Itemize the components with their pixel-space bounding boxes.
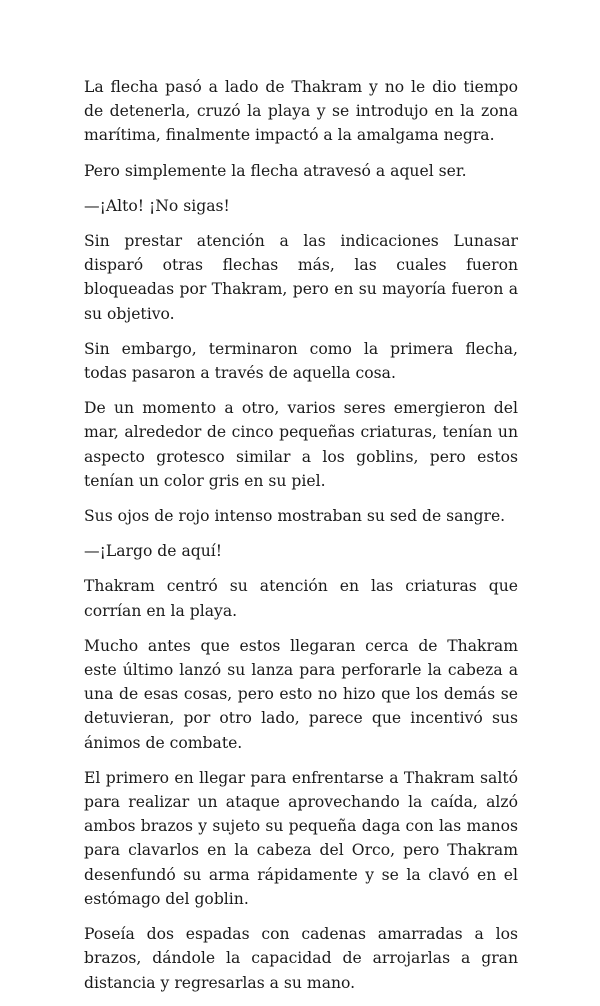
paragraph-6: De un momento a otro, varios seres emergieron del mar, alrededor de cinco pequeñas criaturas, tenían un aspecto grotesco similar a los goblins, pero estos tenían un color gris en su piel. (84, 399, 518, 490)
paragraph-5: Sin embargo, terminaron como la primera flecha, todas pasaron a través de aquella cosa. (84, 339, 518, 383)
paragraph-12: Poseía dos espadas con cadenas amarradas a los brazos, dándole la capacidad de arrojarlas a gran distancia y regresarlas a su mano. (84, 925, 518, 992)
paragraph-9: Thakram centró su atención en las criaturas que corrían en la playa. (84, 577, 518, 620)
paragraph-4: Sin prestar atención a las indicaciones Lunasar disparó otras flechas más, las cuales fueron bloqueadas por Thakram, pero en su mayoría fueron a su objetivo. (84, 232, 518, 323)
paragraph-11: El primero en llegar para enfrentarse a Thakram saltó para realizar un ataque aprovechando la caída, alzó ambos brazos y sujeto su pequeña daga con las manos para clavarlos en la cabeza del Orco, pero Thakram desenfundó su arma rápidamente y se la clavó en el estómago del goblin. (84, 768, 518, 908)
paragraph-3: —¡Alto! ¡No sigas! (84, 196, 230, 215)
paragraph-2: Pero simplemente la flecha atravesó a aquel ser. (84, 161, 467, 180)
paragraph-8: —¡Largo de aquí! (84, 542, 223, 561)
paragraph-1: La flecha pasó a lado de Thakram y no le dio tiempo de detenerla, cruzó la playa y se introdujo en la zona marítima, finalmente impactó a la amalgama negra. (84, 78, 518, 145)
page-text (84, 75, 518, 1006)
paragraph-7: Sus ojos de rojo intenso mostraban su sed de sangre. (84, 507, 506, 526)
paragraph-10: Mucho antes que estos llegaran cerca de Thakram este último lanzó su lanza para perforarle la cabeza a una de esas cosas, pero esto no hizo que los demás se detuvieran, por otro lado, parece que incentivó sus ánimos de combate. (84, 636, 518, 752)
